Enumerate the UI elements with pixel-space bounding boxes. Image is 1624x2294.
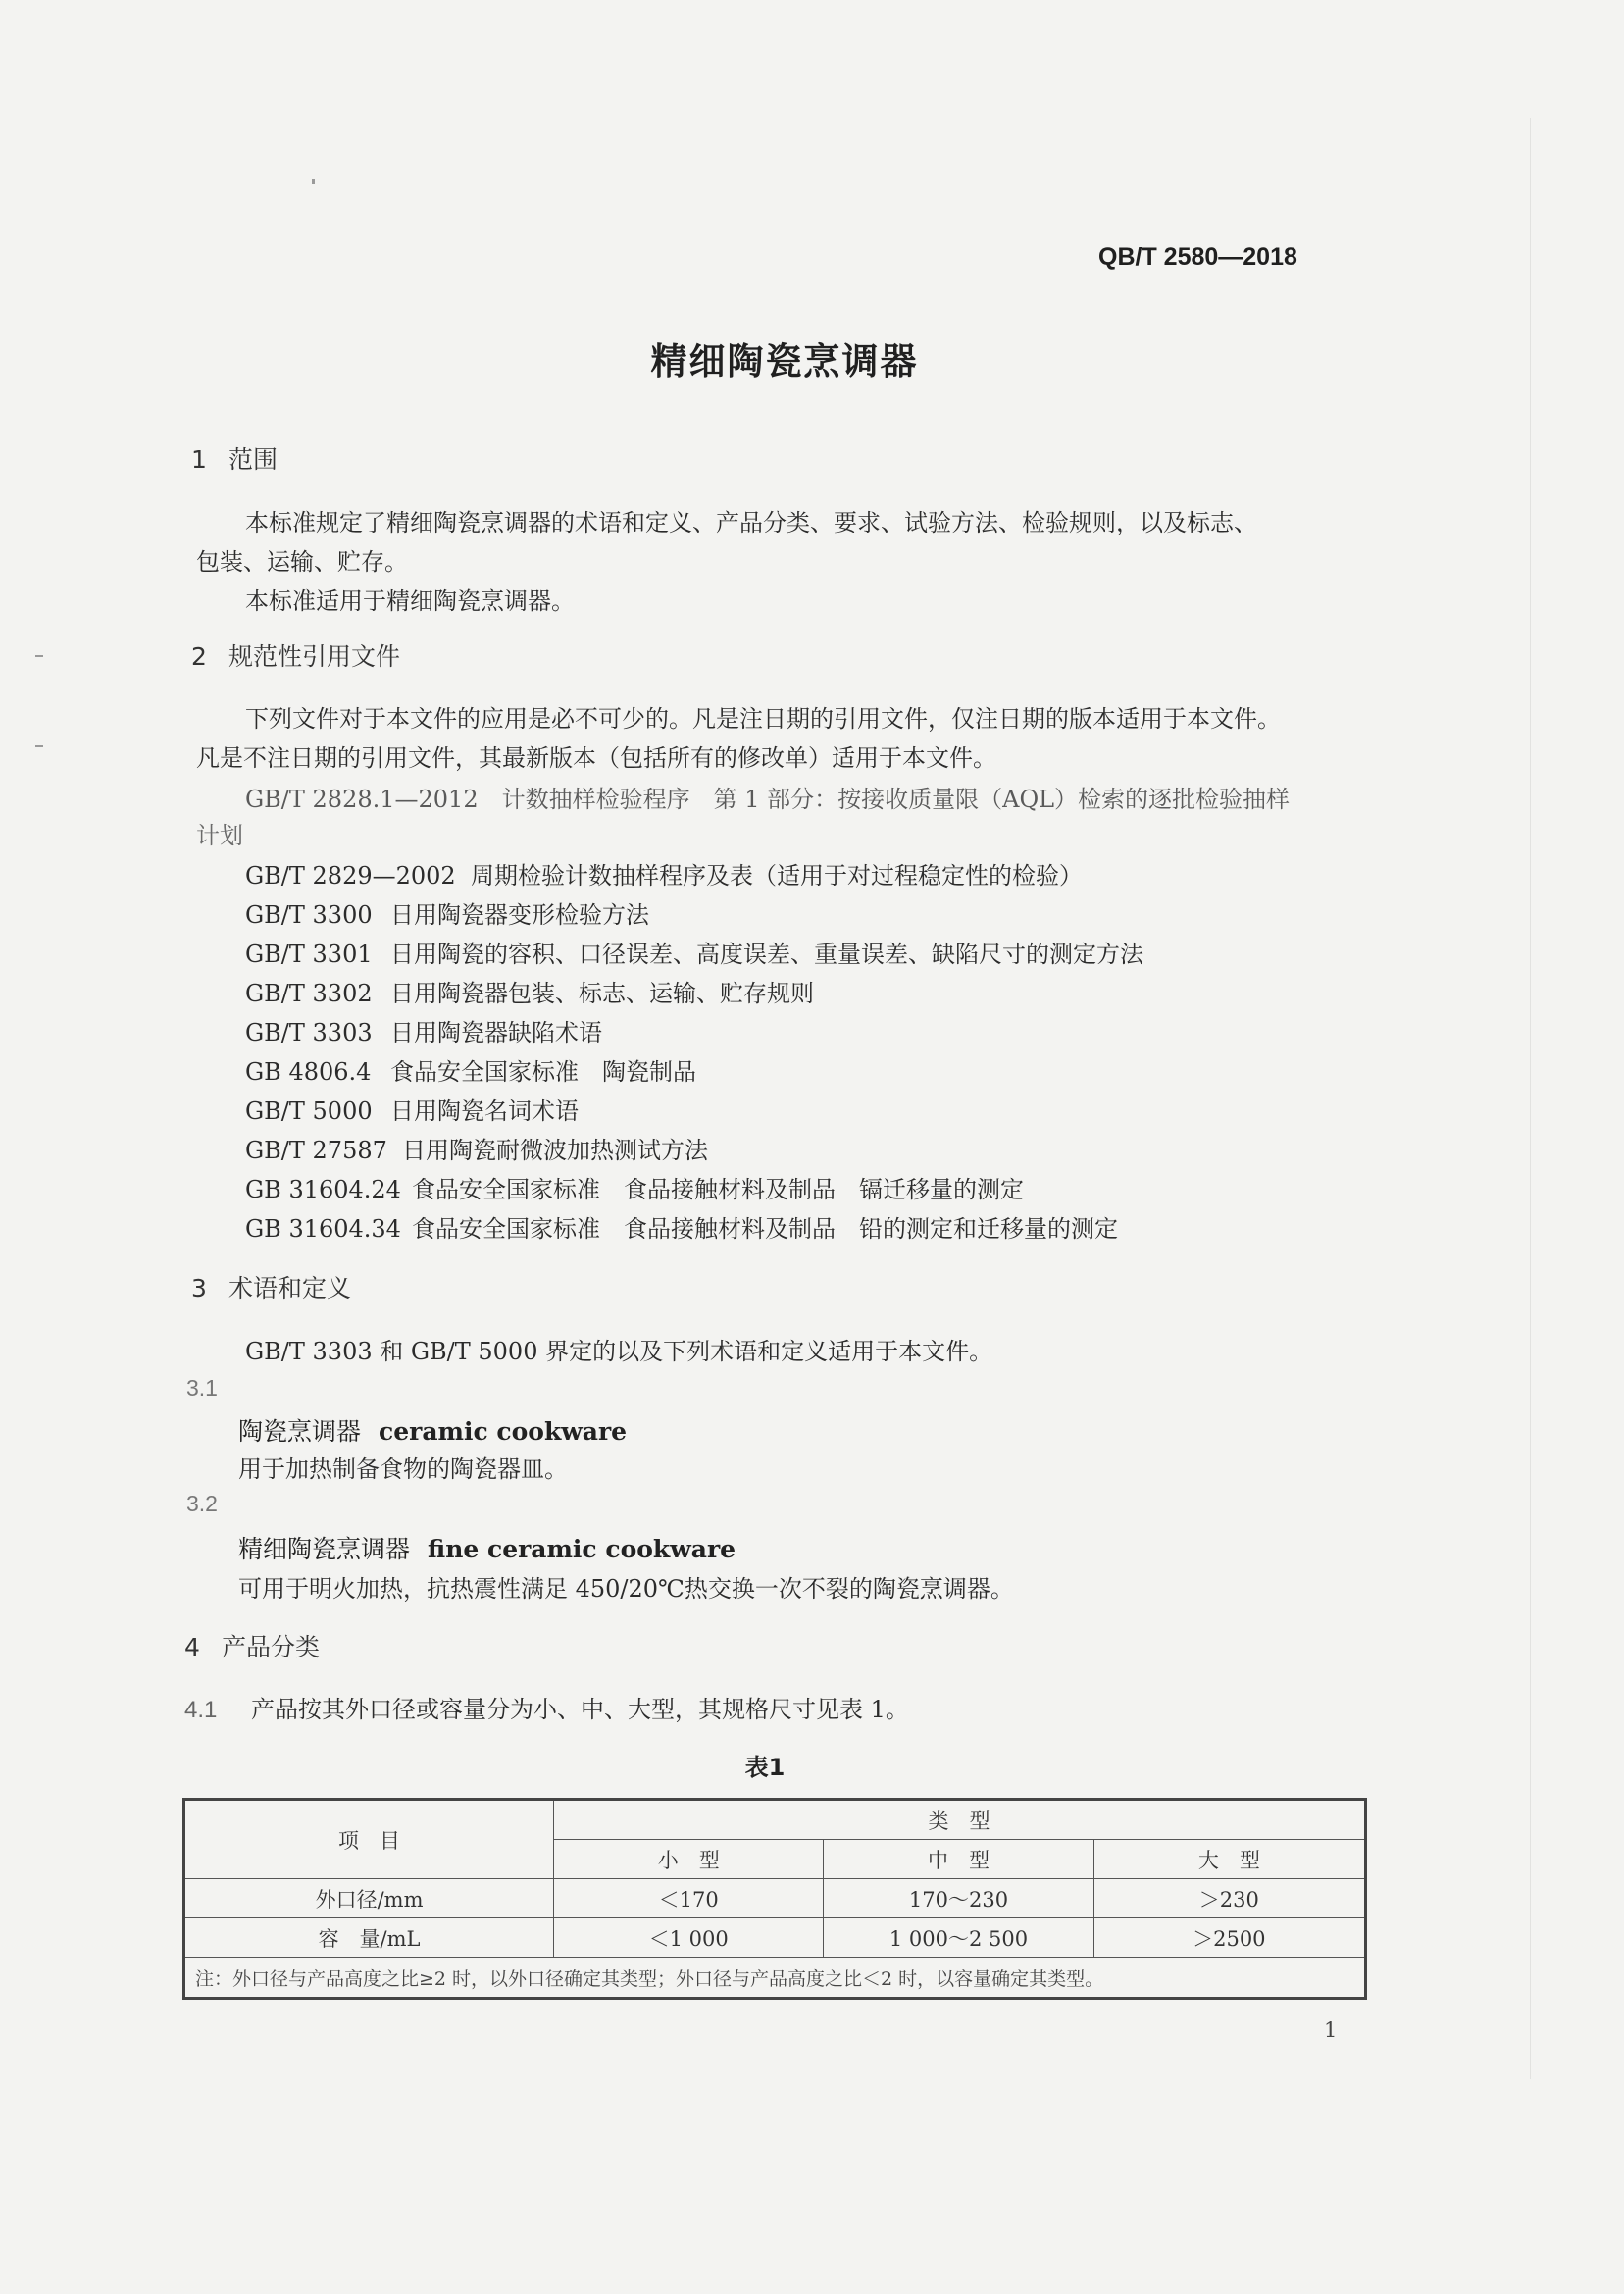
reference-item: GB 4806.4 食品安全国家标准 陶瓷制品 [245,1058,696,1086]
table-note-row [184,1958,1366,1999]
reference-item: GB/T 3302 日用陶瓷器包装、标志、运输、贮存规则 [245,980,814,1007]
term-name: 陶瓷烹调器 ceramic cookware [238,1417,628,1446]
reference-item: GB/T 5000 日用陶瓷名词术语 [245,1097,579,1125]
cell-small: ＜170 [554,1879,824,1918]
header-small: 小 型 [554,1840,824,1879]
clause-4-1 [184,1690,909,1724]
references-intro-line2: 凡是不注日期的引用文件，其最新版本（包括所有的修改单）适用于本文件。 [196,744,996,772]
section-title: 范围 [228,445,279,474]
scope-paragraph-line1: 本标准规定了精细陶瓷烹调器的术语和定义、产品分类、要求、试验方法、检验规则，以及标志、 [245,509,1257,536]
standard-code: QB/T 2580—2018 [1098,243,1297,271]
term-number: 3.1 [186,1375,218,1401]
scan-edge-line [1530,118,1531,2079]
cell-large: ＞230 [1093,1879,1365,1918]
table-header-row [184,1800,1366,1840]
terms-intro: GB/T 3303 和 GB/T 5000 界定的以及下列术语和定义适用于本文件。 [245,1338,993,1365]
section-title: 产品分类 [222,1633,321,1661]
document-title: 精细陶瓷烹调器 [650,340,919,382]
header-medium: 中 型 [824,1840,1093,1879]
reference-item: GB 31604.34 食品安全国家标准 食品接触材料及制品 铅的测定和迁移量的测定 [245,1215,1118,1243]
section-number: 1 [191,445,207,474]
section-4-heading [184,1628,320,1663]
reference-item: GB 31604.24 食品安全国家标准 食品接触材料及制品 镉迁移量的测定 [245,1176,1024,1203]
reference-gbt2828-line1: GB/T 2828.1—2012 计数抽样检验程序 第 1 部分：按接收质量限（AQL）检索的逐批检验抽样 [245,786,1291,813]
scan-speck [35,655,43,657]
term-definition: 可用于明火加热，抗热震性满足 450/20℃热交换一次不裂的陶瓷烹调器。 [238,1575,1014,1603]
row-label: 外口径/mm [184,1879,554,1918]
table-row [184,1918,1366,1958]
header-large: 大 型 [1093,1840,1365,1879]
cell-large: ＞2500 [1093,1918,1365,1958]
section-3-heading [191,1269,351,1304]
scope-paragraph-line2: 包装、运输、贮存。 [196,548,408,576]
reference-item: GB/T 3301 日用陶瓷的容积、口径误差、高度误差、重量误差、缺陷尺寸的测定方法 [245,941,1143,968]
term-number: 3.2 [186,1491,218,1516]
section-number: 4 [184,1633,200,1661]
row-label: 容 量/mL [184,1918,554,1958]
reference-gbt2828-line2: 计划 [196,822,243,849]
term-definition: 用于加热制备食物的陶瓷器皿。 [238,1455,568,1483]
table-note: 注：外口径与产品高度之比≥2 时，以外口径确定其类型；外口径与产品高度之比＜2 时，以容量确定其类型。 [184,1958,1366,1999]
scan-speck [312,179,315,184]
section-1-heading [191,440,278,476]
reference-item: GB/T 3303 日用陶瓷器缺陷术语 [245,1019,602,1046]
reference-item: GB/T 27587 日用陶瓷耐微波加热测试方法 [245,1137,708,1164]
table-caption: 表1 [744,1754,786,1781]
cell-medium: 1 000～2 500 [824,1918,1093,1958]
clause-number: 4.1 [184,1697,218,1723]
section-title: 规范性引用文件 [228,642,401,671]
table-row [184,1879,1366,1918]
section-title: 术语和定义 [228,1274,352,1302]
scan-speck [35,745,43,747]
cell-small: ＜1 000 [554,1918,824,1958]
section-2-heading [191,637,400,673]
scope-applicability: 本标准适用于精细陶瓷烹调器。 [245,587,575,615]
clause-text: 产品按其外口径或容量分为小、中、大型，其规格尺寸见表 1。 [251,1696,909,1723]
references-intro-line1: 下列文件对于本文件的应用是必不可少的。凡是注日期的引用文件，仅注日期的版本适用于本文件。 [245,705,1281,733]
page-number: 1 [1324,2018,1338,2042]
header-type: 类 型 [554,1800,1366,1840]
section-number: 2 [191,642,207,671]
header-item: 项 目 [184,1800,554,1879]
section-number: 3 [191,1274,207,1302]
reference-item: GB/T 3300 日用陶瓷器变形检验方法 [245,901,649,929]
spec-table [182,1798,1367,2000]
cell-medium: 170～230 [824,1879,1093,1918]
term-name: 精细陶瓷烹调器 fine ceramic cookware [238,1535,736,1563]
reference-item: GB/T 2829—2002 周期检验计数抽样程序及表（适用于对过程稳定性的检验） [245,862,1083,890]
